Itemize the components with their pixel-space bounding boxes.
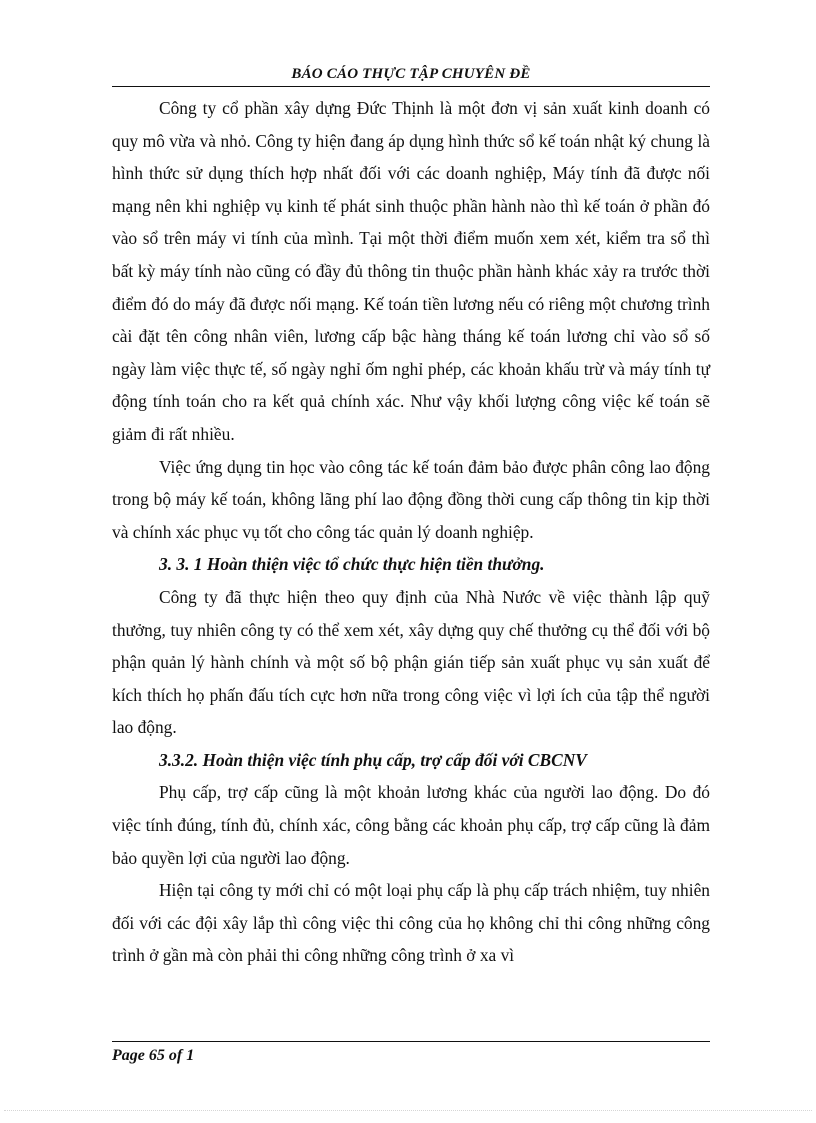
paragraph-4: Phụ cấp, trợ cấp cũng là một khoản lương khác của người lao động. Do đó việc tính đúng, tính đủ, chính xác, công bằng các khoản phụ cấp, trợ cấp cũng là đảm bảo quyền lợi của người lao động. (112, 782, 710, 868)
header-title: BÁO CÁO THỰC TẬP CHUYÊN ĐỀ (291, 66, 531, 82)
document-body (112, 92, 710, 972)
page-footer (112, 1041, 710, 1072)
paragraph-1: Công ty cổ phần xây dựng Đức Thịnh là một đơn vị sản xuất kinh doanh có quy mô vừa và nhỏ. Công ty hiện đang áp dụng hình thức sổ kế toán nhật ký chung là hình thức sử dụng thích hợp nhất đối với các doanh nghiệp, Máy tính đã được nối mạng nên khi nghiệp vụ kinh tế phát sinh thuộc phần hành nào thì kế toán ở phần đó vào sổ trên máy vi tính của mình. Tại một thời điểm muốn xem xét, kiểm tra sổ thì bất kỳ máy tính nào cũng có đầy đủ thông tin thuộc phần hành khác xảy ra trước thời điểm đó do máy đã được nối mạng. Kế toán tiền lương nếu có riêng một chương trình cài đặt tên công nhân viên, lương cấp bậc hàng tháng kế toán lương chỉ vào sổ số ngày làm việc thực tế, số ngày nghỉ ốm nghỉ phép, các khoản khấu trừ và máy tính tự động tính toán cho ra kết quả chính xác. Như vậy khối lượng công việc kế toán sẽ giảm đi rất nhiều. (112, 98, 710, 444)
page-edge-divider (4, 1110, 812, 1111)
section-heading-3-3-1: 3. 3. 1 Hoàn thiện việc tổ chức thực hiện tiền thưởng. (159, 554, 545, 575)
paragraph-2: Việc ứng dụng tin học vào công tác kế toán đảm bảo được phân công lao động trong bộ máy kế toán, không lãng phí lao động đồng thời cung cấp thông tin kịp thời và chính xác phục vụ tốt cho công tác quản lý doanh nghiệp. (112, 456, 710, 542)
paragraph-5: Hiện tại công ty mới chỉ có một loại phụ cấp là phụ cấp trách nhiệm, tuy nhiên đối với các đội xây lắp thì công việc thi công của họ không chỉ thi công những công trình ở gần mà còn phải thi công những công trình ở xa vì (112, 880, 710, 966)
page-number-label: Page 65 of 1 (112, 1047, 195, 1064)
page-header (112, 62, 710, 87)
section-heading-3-3-2: 3.3.2. Hoàn thiện việc tính phụ cấp, trợ cấp đối với CBCNV (159, 749, 587, 770)
paragraph-3: Công ty đã thực hiện theo quy định của Nhà Nước về việc thành lập quỹ thưởng, tuy nhiên công ty có thể xem xét, xây dựng quy chế thưởng cụ thể đối với bộ phận quản lý hành chính và một số bộ phận gián tiếp sản xuất phục vụ sản xuất để kích thích họ phấn đấu tích cực hơn nữa trong công việc vì lợi ích của tập thể người lao động. (112, 586, 710, 738)
